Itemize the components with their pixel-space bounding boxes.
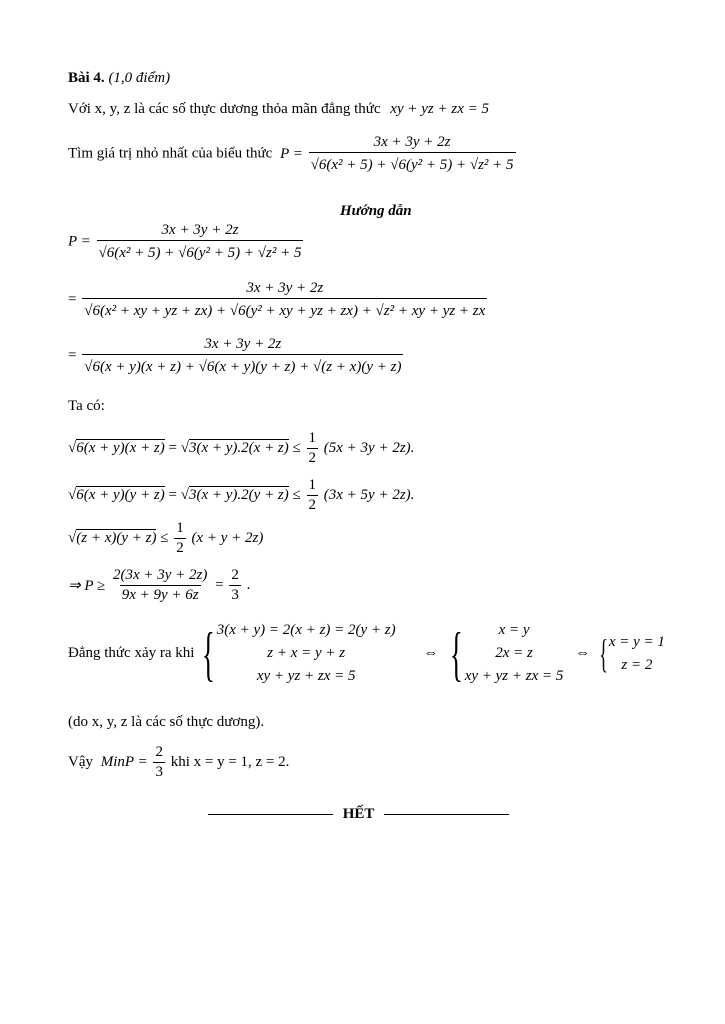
inequality-2: √6(x + y)(y + z) = √3(x + y).2(y + z) ≤ $\frac{1}{2}$ (3x + 5y + 2z). [68, 477, 415, 513]
sys1-row1: 3(x + y) = 2(x + z) = 2(y + z) [216, 622, 396, 638]
p-symbol: P = [280, 145, 303, 162]
equality-label: Đẳng thức xảy ra khi [68, 645, 195, 661]
step2-numerator: 3x + 3y + 2z [246, 280, 324, 296]
step3-denominator: √6(x + y)(x + z) + √6(x + y)(y + z) + √(z + x)(y + z) [82, 354, 403, 376]
end-text: HẾT [342, 806, 375, 823]
sys2-row2: 2x = z [495, 645, 533, 661]
system-1 [217, 622, 396, 685]
end-marker [208, 806, 509, 823]
problem-title: Bài 4. [68, 70, 105, 86]
system-2 [465, 622, 564, 685]
step2-denominator: √6(x² + xy + yz + zx) + √6(y² + xy + yz + zx) + √z² + xy + yz + zx [82, 298, 487, 320]
inequality-3: √(z + x)(y + z) ≤ $\frac{1}{2}$ (x + y + 2z) [68, 520, 264, 556]
concl-numerator: 2(3x + 3y + 2z) [112, 567, 208, 583]
ineq3-right: (x + y + 2z) [191, 530, 264, 546]
ineq1-right: (5x + 3y + 2z). [323, 440, 415, 456]
solution-step3: = $\frac{3x + 3y + 2z}{√6(x + y)(x + z) + √6(x + y)(y + z) + √(z + x)(y + z)}$ [68, 336, 402, 375]
solution-step2: = 3x + 3y + 2z √6(x² + xy + yz + zx) + √6(y² + xy + yz + zx) + √z² + xy + yz + zx [68, 280, 486, 319]
problem-condition: xy + yz + zx = 5 [390, 101, 489, 117]
ineq1-mid: 3(x + y).2(x + z) [188, 440, 289, 456]
step1-fraction [97, 222, 304, 262]
sys3-row1: x = y = 1 [608, 633, 665, 650]
problem-points: (1,0 điểm) [108, 70, 171, 86]
solution-heading: Hướng dẫn [340, 203, 412, 219]
problem-statement: Với x, y, z là các số thực dương thỏa mãn đẳng thức [68, 101, 381, 117]
ineq2-left: 6(x + y)(y + z) [76, 487, 165, 503]
sys3-row2: z = 2 [621, 656, 653, 673]
p-fraction [309, 134, 516, 174]
step1-denominator: √6(x² + 5) + √6(y² + 5) + √z² + 5 [97, 240, 304, 262]
concl-fraction [111, 567, 209, 604]
sys1-row2: z + x = y + z [267, 645, 346, 661]
ta-co-label: Ta có: [68, 398, 105, 414]
p-numerator: 3x + 3y + 2z [373, 134, 451, 150]
step2-fraction [82, 280, 487, 320]
final-answer: Vậy MinP = $\frac{2}{3}$ khi x = y = 1, z = 2. [68, 744, 290, 780]
step1-numerator: 3x + 3y + 2z [161, 222, 239, 238]
final-suffix: khi x = y = 1, z = 2. [170, 754, 290, 770]
concl-denominator: 9x + 9y + 6z [121, 587, 199, 603]
p-denominator: √6(x² + 5) + √6(y² + 5) + √z² + 5 [309, 152, 516, 174]
final-prefix: Vậy [68, 754, 93, 770]
positivity-note: (do x, y, z là các số thực dương). [68, 714, 265, 730]
sys2-row3: xy + yz + zx = 5 [464, 668, 564, 684]
problem-header [68, 70, 170, 87]
ineq3-left: (z + x)(y + z) [76, 530, 157, 546]
end-line-right [384, 814, 509, 815]
system-3 [609, 634, 665, 674]
conclusion-line: ⇒ P ≥ $\frac{2(3x + 3y + 2z)}{9x + 9y + 6z}$ = $\frac{2}{3}$ . [68, 567, 251, 603]
end-line-left [208, 814, 333, 815]
ineq2-right: (3x + 5y + 2z). [323, 487, 415, 503]
ineq2-mid: 3(x + y).2(y + z) [188, 487, 289, 503]
step3-fraction [82, 336, 403, 376]
sys1-row3: xy + yz + zx = 5 [256, 668, 356, 684]
inequality-1: √6(x + y)(x + z) = √3(x + y).2(x + z) ≤ $\frac{1}{2}$ (5x + 3y + 2z). [68, 430, 415, 466]
problem-statement-line [68, 101, 489, 118]
ineq1-left: 6(x + y)(x + z) [76, 440, 165, 456]
step3-numerator: 3x + 3y + 2z [204, 336, 282, 352]
solution-step1: P = $\frac{3x + 3y + 2z}{\text{√6(x² + 5) + √6(y² + 5) + √z² + 5}}$ [68, 222, 302, 261]
sys2-row1: x = y [498, 622, 530, 638]
problem-task-line [68, 134, 518, 174]
problem-task: Tìm giá trị nhỏ nhất của biểu thức [68, 145, 273, 162]
equality-line: Đẳng thức xảy ra khi { 3(x + y) = 2(x + z) = 2(y + z) z + x = y + z xy + yz + zx = 5 ⇔ { x = y 2x = z xy + yz + zx = 5 ⇔ { x = y = 1 z = 2 [68, 620, 665, 687]
